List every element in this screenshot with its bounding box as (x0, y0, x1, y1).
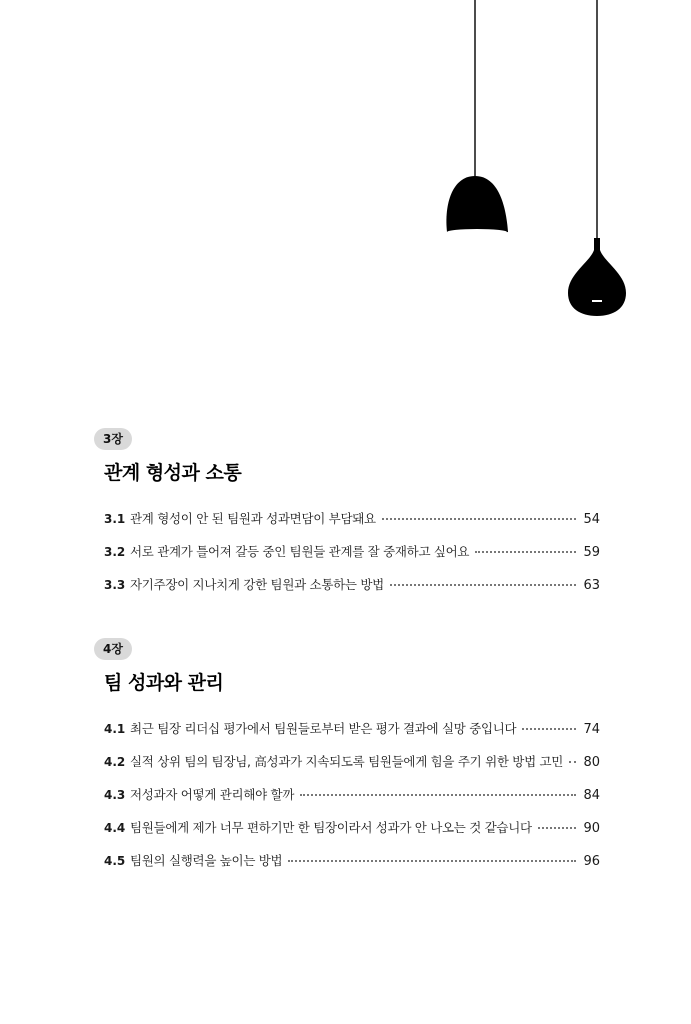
entry-page: 54 (583, 512, 600, 527)
entry-title: 관계 형성이 안 된 팀원과 성과면담이 부담돼요 (130, 511, 376, 526)
entry-number: 3.3 (104, 578, 126, 592)
entry-title: 서로 관계가 틀어져 갈등 중인 팀원들 관계를 잘 중재하고 싶어요 (130, 544, 470, 559)
chapter-3-section (104, 428, 600, 608)
pendant-lamp-right-icon (568, 250, 626, 316)
toc-entry[interactable] (104, 818, 600, 851)
pendant-lamps-illustration (0, 0, 691, 330)
entry-page: 59 (583, 545, 600, 560)
chapter-title: 관계 형성과 소통 (104, 462, 242, 484)
toc-entry[interactable] (104, 752, 600, 785)
entry-number: 4.2 (104, 755, 126, 769)
entry-page: 74 (583, 722, 600, 737)
chapter-title: 팀 성과와 관리 (104, 672, 224, 694)
toc-entry[interactable] (104, 509, 600, 542)
entry-title: 자기주장이 지나치게 강한 팀원과 소통하는 방법 (130, 577, 384, 592)
dot-leader (288, 860, 576, 862)
entry-title: 저성과자 어떻게 관리해야 할까 (130, 787, 295, 802)
entry-page: 80 (583, 755, 600, 770)
dot-leader (300, 794, 576, 796)
entry-title: 팀원의 실행력을 높이는 방법 (130, 853, 283, 868)
pendant-lamp-left-icon (446, 176, 508, 234)
entry-page: 84 (583, 788, 600, 803)
entry-page: 90 (583, 821, 600, 836)
entry-number: 4.1 (104, 722, 126, 736)
entry-number: 3.1 (104, 512, 126, 526)
entry-number: 4.3 (104, 788, 126, 802)
entry-title: 최근 팀장 리더십 평가에서 팀원들로부터 받은 평가 결과에 실망 중입니다 (130, 721, 517, 736)
chapter-badge: 3장 (94, 428, 132, 450)
chapter-4-section (104, 638, 600, 884)
dot-leader (475, 551, 576, 553)
dot-leader (538, 827, 576, 829)
entry-page: 63 (583, 578, 600, 593)
entry-page: 96 (583, 854, 600, 869)
toc-entry[interactable] (104, 851, 600, 884)
dot-leader (382, 518, 576, 520)
entry-title: 팀원들에게 제가 너무 편하기만 한 팀장이라서 성과가 안 나오는 것 같습니다 (130, 820, 532, 835)
toc-entry[interactable] (104, 785, 600, 818)
dot-leader (390, 584, 576, 586)
entry-number: 4.4 (104, 821, 126, 835)
entry-number: 3.2 (104, 545, 126, 559)
dot-leader (569, 761, 576, 763)
lamp-light-rim (447, 229, 507, 235)
toc-entry[interactable] (104, 542, 600, 575)
entry-number: 4.5 (104, 854, 126, 868)
dot-leader (522, 728, 576, 730)
toc-entry[interactable] (104, 575, 600, 608)
toc-entry[interactable] (104, 719, 600, 752)
chapter-badge: 4장 (94, 638, 132, 660)
entry-title: 실적 상위 팀의 팀장님, 高성과가 지속되도록 팀원들에게 힘을 주기 위한 방법 고민 (130, 754, 564, 769)
